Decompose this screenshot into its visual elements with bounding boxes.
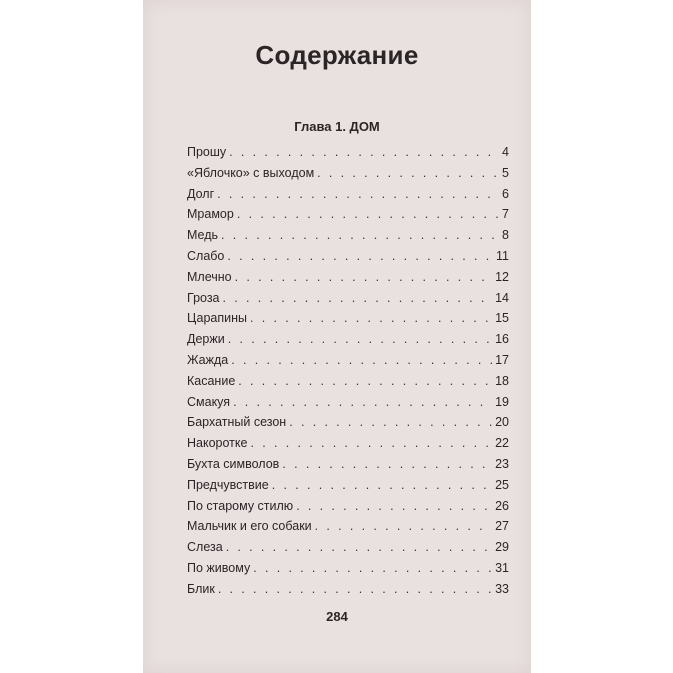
toc-entry-title: По живому [187, 560, 251, 575]
toc-entry-title: Касание [187, 373, 236, 388]
table-of-contents [187, 145, 509, 603]
toc-entry-title: По старому стилю [187, 498, 294, 513]
toc-entry-page: 5 [502, 165, 509, 180]
toc-entry-page: 4 [502, 145, 509, 159]
toc-entry-page: 15 [495, 311, 509, 326]
toc-entry-title: Блик [187, 581, 215, 596]
toc-entry-page: 25 [495, 477, 509, 492]
toc-entry-page: 22 [495, 436, 509, 451]
dot-leader [231, 353, 492, 367]
toc-entry-page: 6 [502, 186, 509, 201]
toc-entry-page: 19 [495, 394, 509, 409]
toc-entry [187, 270, 509, 291]
dot-leader [227, 249, 493, 263]
toc-entry [187, 478, 509, 499]
toc-entry [187, 207, 509, 228]
dot-leader [228, 332, 492, 346]
page-title: Содержание [255, 40, 419, 70]
toc-entry [187, 374, 509, 395]
dot-leader [229, 145, 499, 159]
toc-entry [187, 332, 509, 353]
toc-entry-page: 33 [495, 581, 509, 596]
toc-entry [187, 540, 509, 561]
dot-leader [315, 519, 492, 533]
dot-leader [289, 415, 492, 429]
toc-entry-title: Мрамор [187, 207, 234, 222]
toc-entry-page: 11 [496, 248, 509, 263]
toc-entry-page: 18 [495, 373, 509, 388]
dot-leader [250, 436, 492, 450]
toc-entry-page: 29 [495, 540, 509, 555]
toc-entry-page: 23 [495, 456, 509, 471]
book-page [143, 0, 531, 673]
toc-entry [187, 582, 509, 603]
toc-entry [187, 457, 509, 478]
toc-entry [187, 499, 509, 520]
toc-entry [187, 311, 509, 332]
toc-entry [187, 395, 509, 416]
toc-entry [187, 166, 509, 187]
toc-entry [187, 291, 509, 312]
dot-leader [223, 291, 493, 305]
toc-entry-title: Царапины [187, 311, 248, 326]
dot-leader [282, 457, 492, 471]
toc-entry-page: 14 [495, 290, 509, 305]
toc-entry-title: Бухта символов [187, 456, 280, 471]
toc-entry-title: Смакуя [187, 394, 231, 409]
toc-entry-title: Мальчик и его собаки [187, 519, 312, 534]
dot-leader [296, 499, 492, 513]
dot-leader [233, 395, 492, 409]
dot-leader [272, 478, 492, 492]
toc-entry-page: 7 [502, 207, 509, 222]
toc-entry [187, 519, 509, 540]
toc-entry-page: 8 [502, 228, 509, 243]
dot-leader [226, 540, 492, 554]
toc-entry-title: Слабо [187, 248, 225, 263]
toc-entry-title: Предчувствие [187, 477, 269, 492]
toc-entry-title: Жажда [187, 352, 229, 367]
toc-entry-title: Держи [187, 332, 225, 347]
toc-entry [187, 145, 509, 166]
toc-entry [187, 353, 509, 374]
toc-entry-page: 20 [495, 415, 509, 430]
dot-leader [235, 270, 492, 284]
toc-entry-title: Прошу [187, 145, 227, 159]
dot-leader [317, 166, 499, 180]
toc-entry-page: 16 [495, 332, 509, 347]
toc-entry-title: Гроза [187, 290, 220, 305]
dot-leader [253, 561, 492, 575]
toc-entry-page: 17 [495, 352, 509, 367]
toc-entry-title: Медь [187, 228, 219, 243]
toc-entry [187, 561, 509, 582]
toc-entry [187, 436, 509, 457]
toc-entry [187, 415, 509, 436]
dot-leader [218, 582, 492, 596]
toc-entry [187, 249, 509, 270]
dot-leader [237, 207, 499, 221]
toc-entry [187, 187, 509, 208]
toc-entry-page: 31 [495, 560, 509, 575]
toc-entry-title: Млечно [187, 269, 232, 284]
dot-leader [238, 374, 492, 388]
toc-entry-title: «Яблочко» с выходом [187, 165, 315, 180]
toc-entry-title: Слеза [187, 540, 223, 555]
toc-entry-page: 27 [495, 519, 509, 534]
toc-entry-page: 12 [495, 269, 509, 284]
toc-entry [187, 228, 509, 249]
toc-entry-page: 26 [495, 498, 509, 513]
dot-leader [250, 311, 492, 325]
toc-entry-title: Накоротке [187, 436, 248, 451]
dot-leader [221, 228, 499, 242]
chapter-heading: Глава 1. ДОМ [294, 119, 380, 134]
dot-leader [217, 187, 499, 201]
toc-entry-title: Бархатный сезон [187, 415, 287, 430]
toc-entry-title: Долг [187, 186, 215, 201]
page-number: 284 [326, 609, 348, 624]
